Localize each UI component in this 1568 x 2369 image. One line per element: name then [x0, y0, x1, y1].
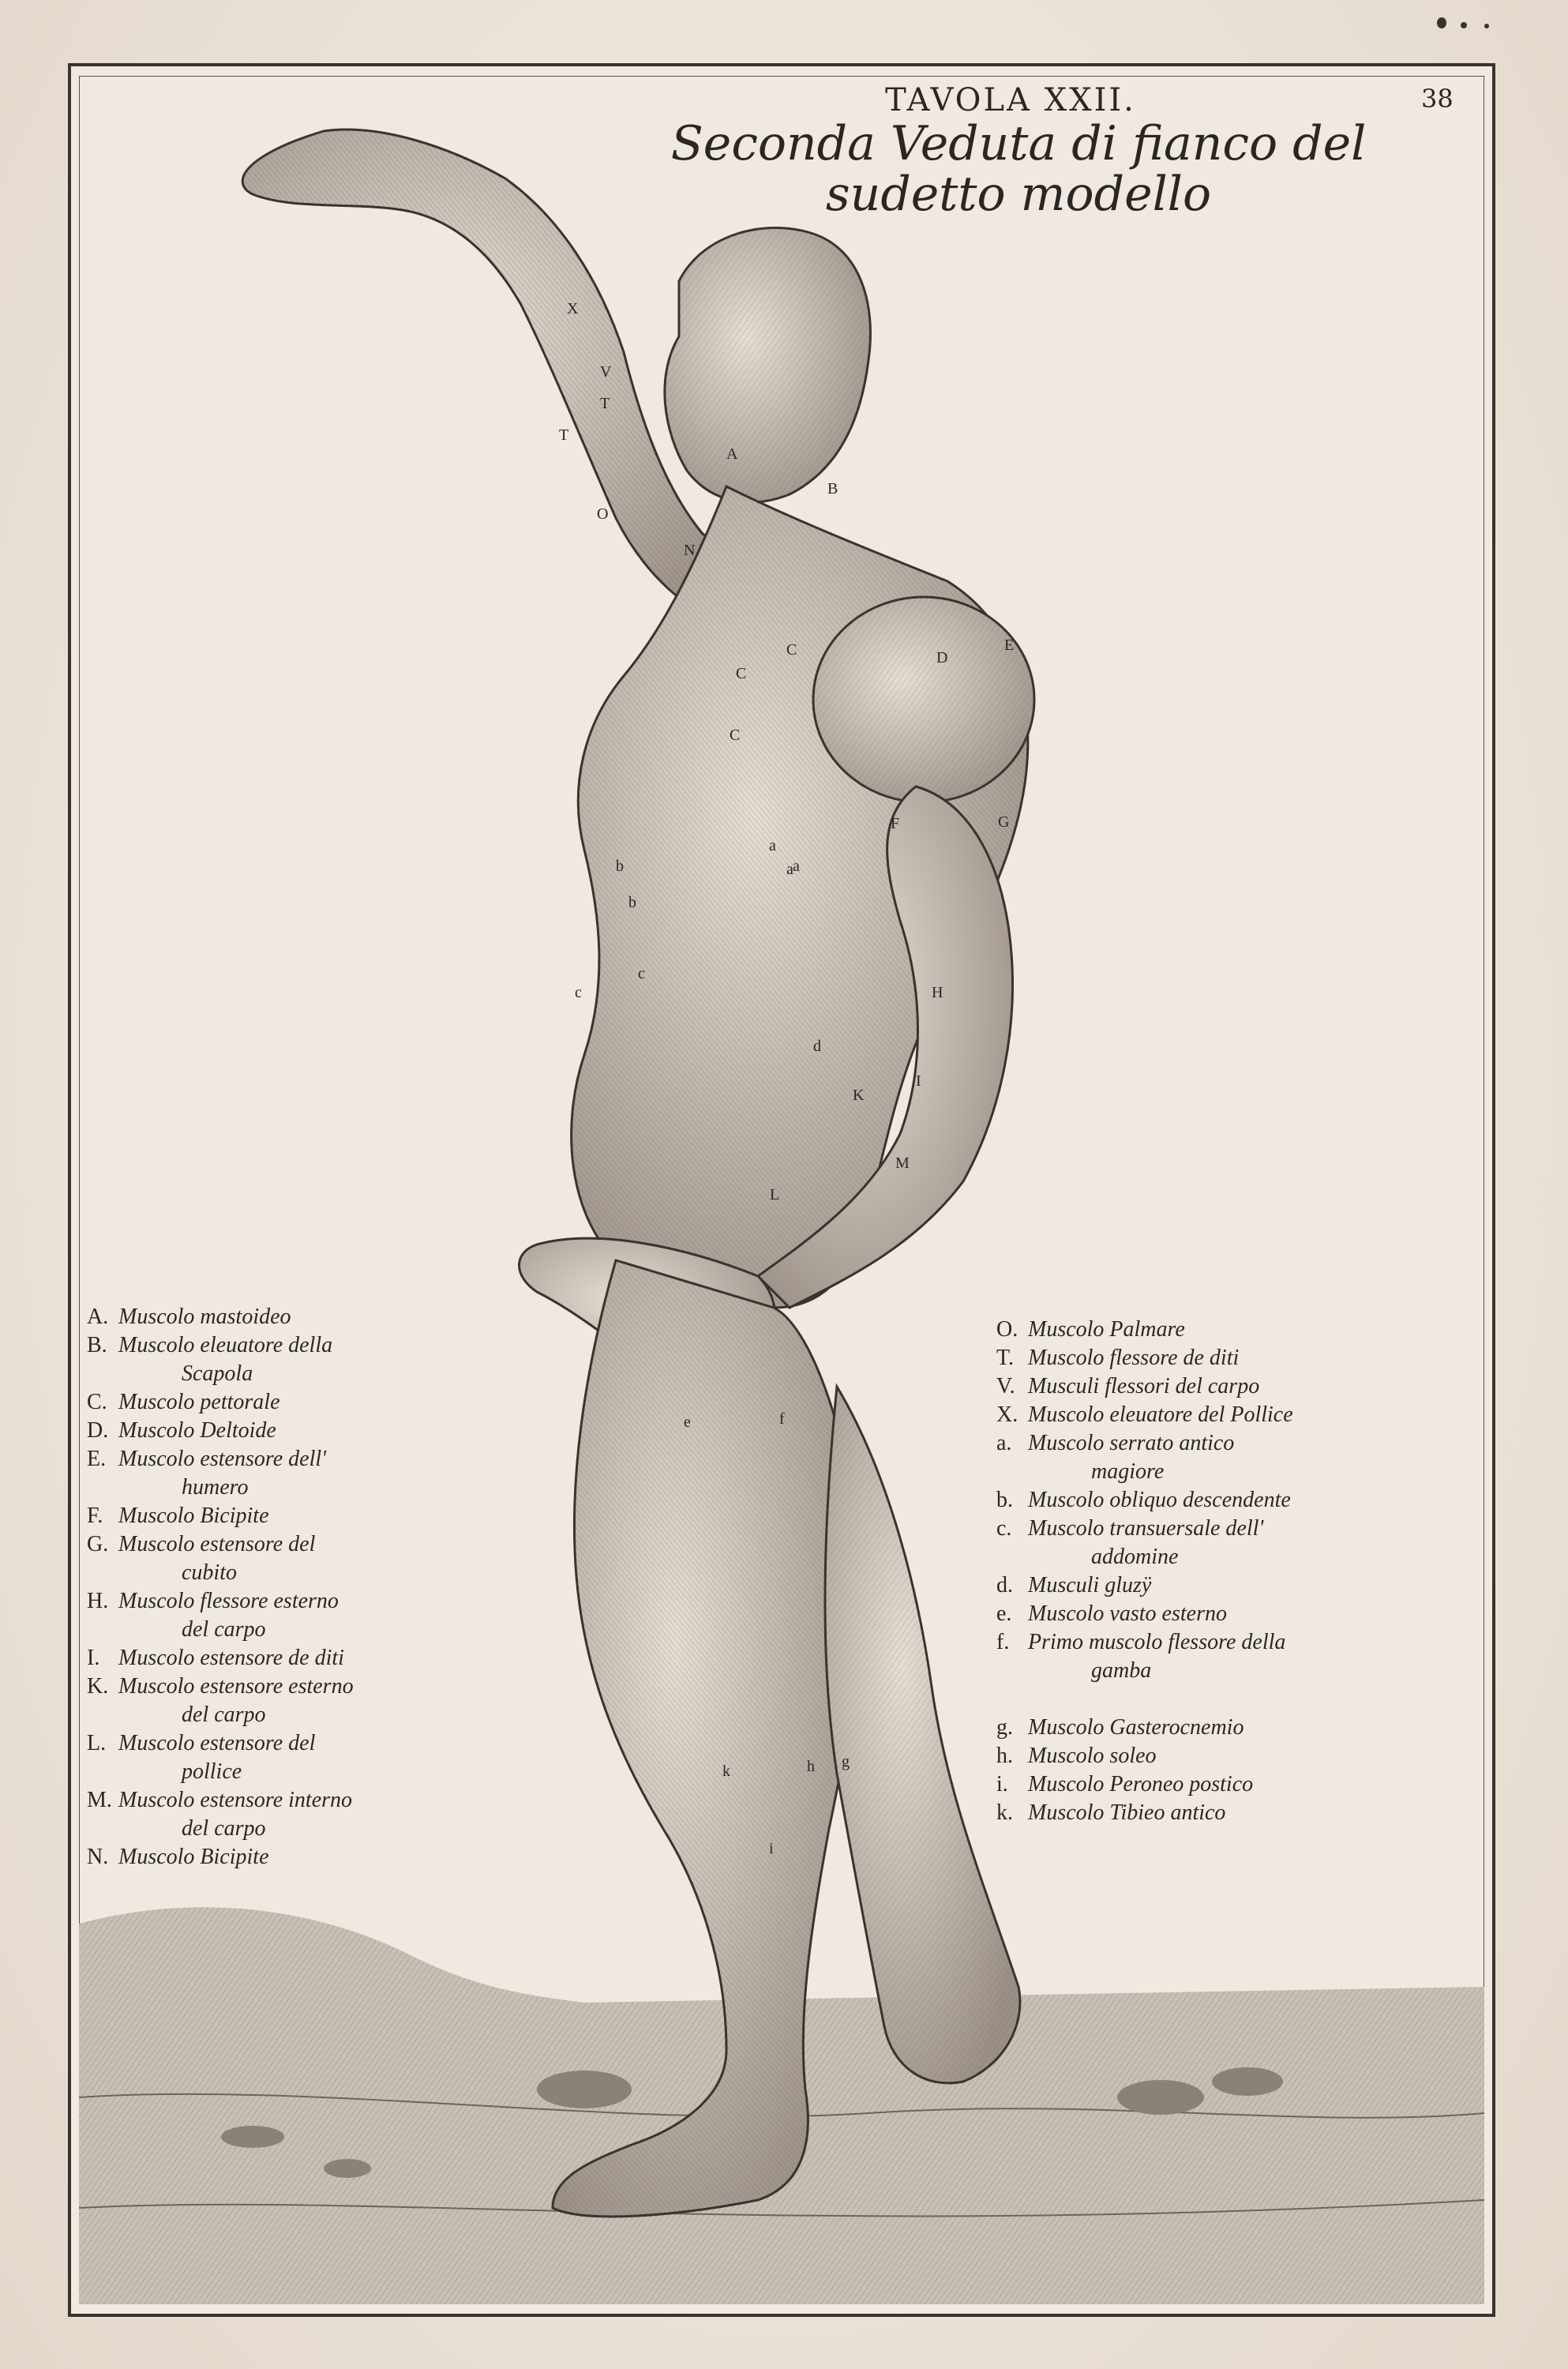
legend-continuation: del carpo [182, 1816, 266, 1841]
legend-text: Muscolo flessore de diti [1028, 1346, 1240, 1370]
legend-text: Muscolo flessore esterno [118, 1589, 339, 1613]
legend-text: Muscolo Tibieo antico [1028, 1800, 1226, 1825]
legend-item [996, 1799, 1446, 1827]
legend-item [87, 1417, 442, 1445]
legend-key: g. [996, 1715, 1013, 1740]
legend-item [87, 1502, 442, 1530]
legend-item [996, 1316, 1446, 1344]
legend-item [87, 1786, 442, 1815]
figure-letter-mark: c [638, 965, 645, 982]
figure-letter-mark: N [684, 542, 696, 559]
legend-key: d. [996, 1573, 1013, 1597]
ink-spot [1437, 17, 1446, 28]
figure-letter-mark: g [842, 1753, 850, 1770]
legend-key: B. [87, 1333, 107, 1357]
legend-text: Muscolo soleo [1028, 1744, 1157, 1768]
legend-text: Muscolo Peroneo postico [1028, 1772, 1254, 1796]
figure-letter-mark: B [827, 480, 838, 497]
legend-text: Muscolo Deltoide [118, 1418, 276, 1443]
figure-letter-mark: a [769, 837, 776, 854]
legend-item [87, 1587, 442, 1616]
legend-text: Musculi flessori del carpo [1028, 1374, 1260, 1398]
legend-item [87, 1673, 442, 1701]
legend-key: T. [996, 1346, 1015, 1370]
legend-item [996, 1401, 1446, 1429]
legend-key: D. [87, 1418, 109, 1443]
figure-letter-mark: f [779, 1410, 785, 1428]
plate-number: 38 [1421, 84, 1454, 114]
legend-key: c. [996, 1516, 1012, 1541]
legend-text: Muscolo eleuatore del Pollice [1028, 1402, 1293, 1427]
legend-key: i. [996, 1772, 1008, 1796]
legend-item [996, 1429, 1446, 1458]
figure-letter-mark: O [597, 505, 609, 523]
figure-letter-mark: e [684, 1414, 691, 1431]
legend-item [87, 1644, 442, 1673]
figure-letter-mark: i [769, 1840, 774, 1857]
figure-letter-mark: C [786, 641, 797, 659]
ink-spot [1461, 22, 1467, 28]
figure-letter-mark: L [770, 1186, 780, 1203]
legend-item [996, 1571, 1446, 1600]
figure-letter-mark: c [575, 984, 582, 1001]
legend-continuation: pollice [182, 1759, 242, 1784]
legend-item [996, 1515, 1446, 1543]
legend-item [996, 1372, 1446, 1401]
legend-key: e. [996, 1601, 1012, 1626]
legend-item [87, 1331, 442, 1360]
figure-letter-mark: h [807, 1758, 815, 1775]
legend-text: Muscolo transuersale dell' [1028, 1516, 1264, 1541]
figure-letter-mark: X [567, 300, 579, 317]
legend-item [996, 1742, 1446, 1770]
legend-key: h. [996, 1744, 1013, 1768]
legend-spacer [996, 1685, 1446, 1714]
legend-item [996, 1628, 1446, 1657]
legend-item [87, 1729, 442, 1758]
legend-text: Muscolo pettorale [118, 1390, 280, 1414]
legend-key: M. [87, 1788, 112, 1812]
figure-letter-mark: G [998, 813, 1010, 831]
legend-item [87, 1843, 442, 1872]
legend-key: f. [996, 1630, 1010, 1654]
legend-text: Muscolo estensore del [118, 1532, 316, 1556]
legend-text: Muscolo Bicipite [118, 1845, 269, 1869]
legend-key: k. [996, 1800, 1013, 1825]
figure-letter-mark: C [736, 665, 747, 682]
legend-key: N. [87, 1845, 109, 1869]
legend-key: H. [87, 1589, 109, 1613]
legend-item [996, 1714, 1446, 1742]
legend-item [87, 1388, 442, 1417]
legend-continuation: del carpo [182, 1617, 266, 1642]
figure-letter-mark: a [786, 861, 793, 878]
legend-text: Muscolo estensore del [118, 1731, 316, 1755]
legend-item [996, 1600, 1446, 1628]
legend-text: Muscolo estensore de diti [118, 1646, 344, 1670]
legend-key: L. [87, 1731, 107, 1755]
legend-text: Muscolo estensore interno [118, 1788, 353, 1812]
legend-key: C. [87, 1390, 107, 1414]
legend-item [996, 1770, 1446, 1799]
legend-key: K. [87, 1674, 109, 1699]
figure-letter-mark: I [916, 1072, 921, 1090]
legend-key: F. [87, 1504, 103, 1528]
legend-continuation: del carpo [182, 1703, 266, 1727]
ink-spot [1484, 24, 1489, 28]
legend-continuation: addomine [1091, 1545, 1179, 1569]
figure-letter-mark: A [726, 445, 738, 463]
legend-text: Muscolo obliquo descendente [1028, 1488, 1291, 1512]
legend-text: Muscolo vasto esterno [1028, 1601, 1227, 1626]
legend-continuation: Scapola [182, 1361, 253, 1386]
figure-letter-mark: b [616, 858, 624, 875]
plate-title: TAVOLA XXII. [885, 82, 1136, 118]
legend-item [87, 1445, 442, 1474]
legend-text: Muscolo Gasterocnemio [1028, 1715, 1244, 1740]
figure-letter-mark: H [932, 984, 943, 1001]
legend-text: Primo muscolo flessore della [1028, 1630, 1286, 1654]
subtitle-line-1: Seconda Veduta di fianco del [670, 116, 1367, 171]
figure-letter-mark: C [730, 726, 741, 744]
legend-key: a. [996, 1431, 1012, 1455]
legend-item [87, 1530, 442, 1559]
legend-text: Muscolo serrato antico [1028, 1431, 1235, 1455]
legend-left [87, 1303, 442, 1872]
anatomical-figure-illustration [79, 76, 1484, 2304]
legend-text: Muscolo estensore dell' [118, 1447, 327, 1471]
legend-text: Muscolo eleuatore della [118, 1333, 333, 1357]
figure-letter-mark: M [895, 1154, 910, 1172]
legend-key: G. [87, 1532, 109, 1556]
legend-continuation: magiore [1091, 1459, 1165, 1484]
figure-letter-mark: D [936, 649, 948, 666]
legend-key: O. [996, 1317, 1018, 1342]
legend-right [996, 1316, 1446, 1827]
legend-item [87, 1303, 442, 1331]
figure-letter-mark: K [853, 1087, 865, 1104]
figure-letter-mark: E [1004, 636, 1015, 654]
figure-letter-mark: F [891, 815, 900, 832]
legend-text: Muscolo Palmare [1028, 1317, 1185, 1342]
figure-letter-mark: b [628, 894, 636, 911]
figure-letter-mark: d [813, 1038, 821, 1055]
legend-key: b. [996, 1488, 1013, 1512]
legend-text: Musculi gluzÿ [1028, 1573, 1152, 1597]
legend-item [996, 1486, 1446, 1515]
legend-text: Muscolo estensore esterno [118, 1674, 354, 1699]
figure-letter-mark: T [559, 426, 569, 444]
figure-letter-mark: V [600, 363, 612, 381]
subtitle-line-2: sudetto modello [825, 167, 1212, 222]
legend-key: A. [87, 1305, 109, 1329]
figure-letter-mark: k [722, 1763, 730, 1780]
legend-text: Muscolo mastoideo [118, 1305, 291, 1329]
legend-key: I. [87, 1646, 100, 1670]
legend-continuation: humero [182, 1475, 249, 1500]
legend-key: X. [996, 1402, 1018, 1427]
legend-item [996, 1344, 1446, 1372]
legend-key: E. [87, 1447, 107, 1471]
legend-text: Muscolo Bicipite [118, 1504, 269, 1528]
figure-letter-mark: T [600, 395, 610, 412]
figure-letter-mark: a [793, 858, 800, 875]
legend-continuation: cubito [182, 1560, 237, 1585]
legend-continuation: gamba [1091, 1658, 1152, 1683]
legend-key: V. [996, 1374, 1015, 1398]
